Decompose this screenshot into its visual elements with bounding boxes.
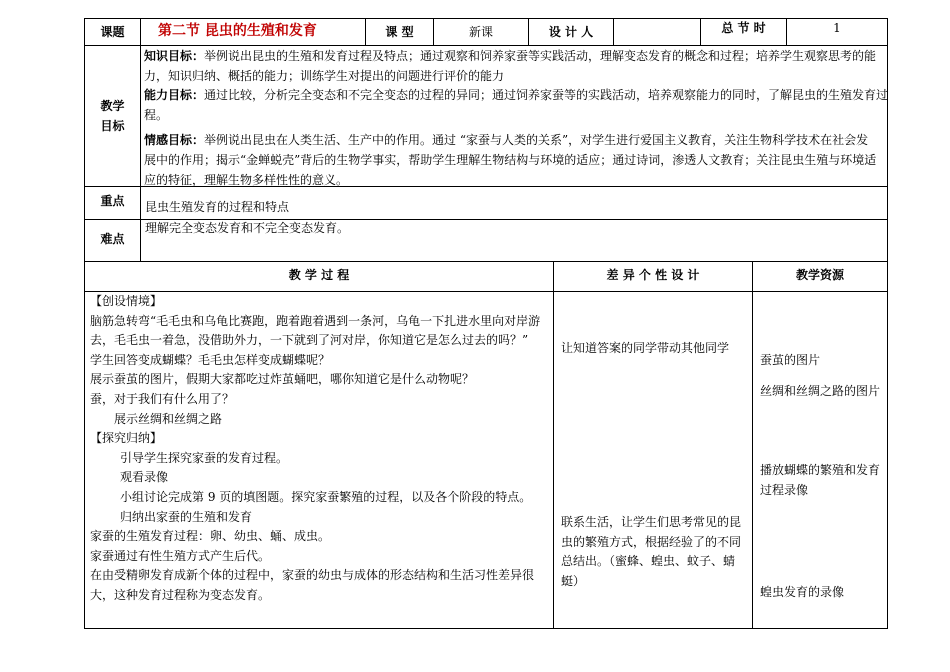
objectives-label-line1: 教学 [100,99,125,113]
resource-butterfly-video [760,461,880,500]
col-line-process [553,261,554,629]
emotion-text-cont2: 应的特征，理解生物多样性性的意义。 [144,172,349,187]
process-line: 小组讨论完成第 9 页的填图题。探究家蚕繁殖的过程，以及各个阶段的特点。 [120,489,532,504]
process-line: 家蚕的生殖发育过程：卵、幼虫、蛹、成虫。 [90,529,331,544]
lesson-title: 第二节 昆虫的生殖和发育 [158,23,317,39]
ability-text: 通过比较，分析完全变态和不完全变态的过程的异同；通过饲养家蚕等的实践活动，培养观察能力的同时，了解昆虫的生殖发育过 [204,88,889,103]
row-line-header [84,45,888,46]
diff-note-2-line: 总结出。（蜜蜂、蝗虫、蚊子、蜻 [561,554,736,569]
process-line: 脑筋急转弯“毛毛虫和乌龟比赛跑，跑着跑着遇到一条河，乌龟一下扎进水里向对岸游 [90,313,541,328]
ability-label: 能力目标： [144,88,205,103]
diff-note-2-line: 蜓） [561,573,586,588]
resource-silk-road-picture: 丝绸和丝绸之路的图片 [760,384,881,398]
resource-locust-video: 蝗虫发育的录像 [760,585,845,599]
keypoint-text: 昆虫生殖发育的过程和特点 [145,200,290,214]
process-line: 展示丝绸和丝绸之路 [114,411,223,426]
process-header: 教 学 过 程 [288,268,350,282]
emotion-text-cont1: 展中的作用；揭示“金蝉蜕壳”背后的生物学事实，帮助学生理解生物结构与环境的适应；通过诗词，渗透人文教育；关注昆虫生殖与环境适 [144,152,877,167]
hours-label: 总 节 时 [721,21,766,35]
process-line: 【探究归纳】 [90,431,163,446]
process-line: 归纳出家蚕的生殖和发育 [120,509,253,524]
process-line: 引导学生探究家蚕的发育过程。 [120,450,289,465]
type-label: 课 型 [385,25,414,39]
col-line-designer [613,18,614,46]
col-line-diff [752,261,753,629]
difficulty-label: 难点 [100,232,125,246]
ability-text-cont: 程。 [144,107,169,122]
process-line: 去，毛毛虫一着急，没借助外力，一下就到了河对岸，你知道它是怎么过去的吗？” [90,333,529,348]
resources-header: 教学资源 [795,268,844,282]
process-line: 大，这种发育过程称为变态发育。 [90,587,271,602]
process-text [90,292,540,606]
resource-butterfly-video-line: 过程录像 [760,482,809,497]
process-line: 蚕，对于我们有什么用了？ [90,391,235,406]
keypoint-label: 重点 [100,194,125,208]
resource-cocoon-picture: 蚕茧的图片 [760,353,821,367]
table-border-bottom [84,628,888,629]
diff-note-1: 让知道答案的同学带动其他同学 [561,341,730,355]
lesson-label: 课题 [100,25,125,39]
diff-note-2-line: 虫的繁殖方式，根据经验了的不同 [561,534,742,549]
knowledge-label: 知识目标： [144,49,205,63]
process-line: 家蚕通过有性生殖方式产生后代。 [90,548,271,563]
designer-label: 设 计 人 [548,25,594,39]
objectives-label-line2: 目标 [100,119,125,133]
process-line: 【创设情境】 [90,294,163,308]
emotion-label: 情感目标： [144,133,205,148]
knowledge-text-cont: 力，知识归纳、概括的能力；训练学生对提出的问题进行评价的能力 [144,68,505,83]
hours-value: 1 [833,21,841,35]
diff-design-header: 差 异 个 性 设 计 [606,268,700,282]
col-line-label [140,18,141,261]
process-line: 展示蚕茧的图片，假期大家都吃过炸茧蛹吧，哪你知道它是什么动物呢？ [90,372,475,387]
diff-note-2-line: 联系生活，让学生们思考常见的昆 [561,515,742,529]
diff-note-2 [561,513,741,591]
difficulty-text: 理解完全变态发育和不完全变态发育。 [145,221,350,235]
process-line: 在由受精卵发育成新个体的过程中，家蚕的幼虫与成体的形态结构和生活习性差异很 [90,568,535,583]
process-line: 学生回答变成蝴蝶？毛毛虫怎样变成蝴蝶呢？ [90,352,331,367]
resource-butterfly-video-line: 播放蝴蝶的繁殖和发育 [760,463,881,477]
objectives-text [144,47,888,190]
knowledge-text: 举例说出昆虫的生殖和发育过程及特点；通过观察和饲养家蚕等实践活动，理解变态发育的概念和过程；培养学生观察思考的能 [204,49,877,63]
row-line-difficulty [84,261,888,262]
emotion-text: 举例说出昆虫在人类生活、生产中的作用。通过 “家蚕与人类的关系”，对学生进行爱国主义教育，关注生物科学技术在社会发 [204,133,869,148]
type-value: 新课 [468,25,493,39]
process-line: 观看录像 [120,470,169,485]
